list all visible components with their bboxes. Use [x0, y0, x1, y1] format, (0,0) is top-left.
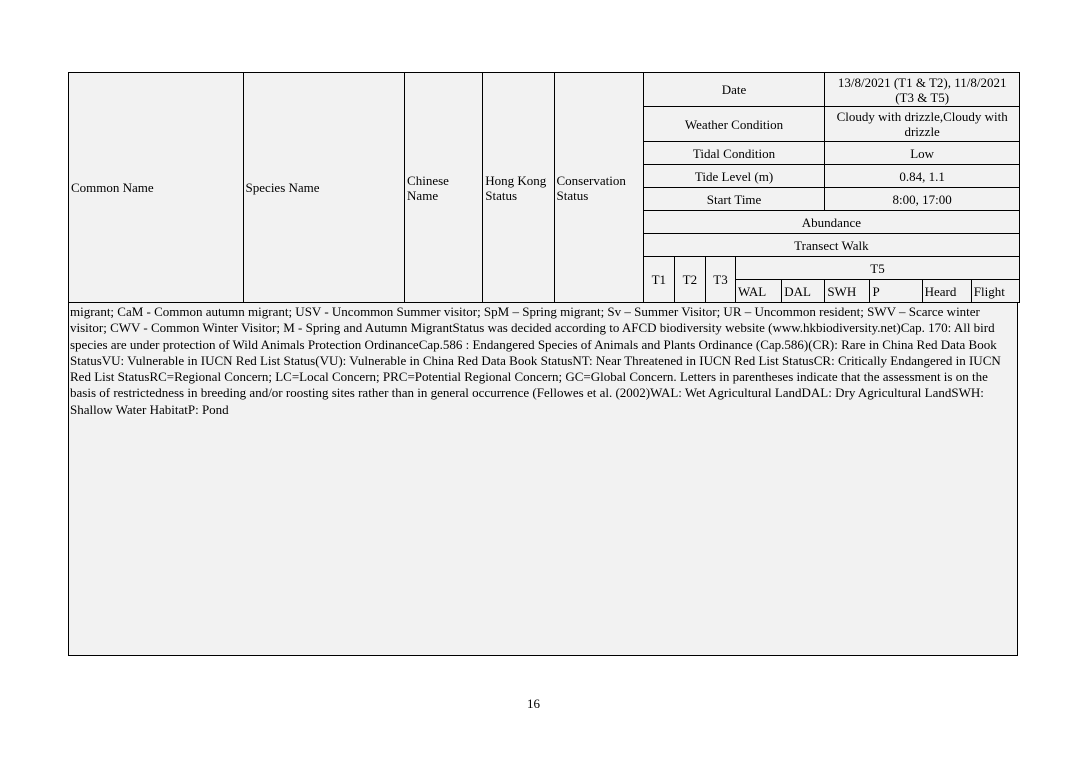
t5-flight: Flight [971, 280, 1019, 303]
t5-p: P [870, 280, 922, 303]
header-species-name: Species Name [243, 73, 405, 303]
transect-t3: T3 [705, 257, 735, 303]
header-conservation-status: Conservation Status [554, 73, 643, 303]
weather-value: Cloudy with drizzle,Cloudy with drizzle [825, 107, 1020, 142]
header-common-name: Common Name [69, 73, 244, 303]
transect-walk-label: Transect Walk [643, 234, 1019, 257]
t5-wal: WAL [736, 280, 782, 303]
transect-t5: T5 [736, 257, 1020, 280]
tide-level-value: 0.84, 1.1 [825, 165, 1020, 188]
t5-dal: DAL [782, 280, 825, 303]
species-table [68, 72, 1020, 303]
date-label: Date [643, 73, 825, 107]
transect-t1: T1 [643, 257, 674, 303]
header-chinese-name: Chinese Name [405, 73, 483, 303]
header-hk-status: Hong Kong Status [483, 73, 554, 303]
start-time-label: Start Time [643, 188, 825, 211]
transect-t2: T2 [674, 257, 705, 303]
abundance-label: Abundance [643, 211, 1019, 234]
date-value: 13/8/2021 (T1 & T2), 11/8/2021 (T3 & T5) [825, 73, 1020, 107]
start-time-value: 8:00, 17:00 [825, 188, 1020, 211]
t5-swh: SWH [825, 280, 870, 303]
tide-level-label: Tide Level (m) [643, 165, 825, 188]
tidal-label: Tidal Condition [643, 142, 825, 165]
t5-heard: Heard [922, 280, 971, 303]
table-notes: migrant; CaM - Common autumn migrant; USV - Uncommon Summer visitor; SpM – Spring migrant; Sv – Summer Visitor; UR – Uncommon resident; SWV – Scarce winter visitor; CWV - Common Winter Visitor; M - Spring and Autumn MigrantStatus was decided according to AFCD biodiversity website (www.hkbiodiversity.net)Cap. 170: All bird species are under protection of Wild Animals Protection OrdinanceCap.586 : Endangered Species of Animals and Plants Ordinance (Cap.586)(CR): Rare in China Red Data Book StatusVU: Vulnerable in IUCN Red List Status(VU): Vulnerable in China Red Data Book StatusNT: Near Threatened in IUCN Red List StatusCR: Critically Endangered in IUCN Red List StatusRC=Regional Concern; LC=Local Concern; PRC=Potential Regional Concern; GC=Global Concern. Letters in parentheses indicate that the assessment is on the basis of restrictedness in breeding and/or roosting sites rather than in general occurrence (Fellowes et al. (2002)WAL: Wet Agricultural LandDAL: Dry Agricultural LandSWH: Shallow Water HabitatP: Pond [70, 304, 1001, 417]
page-number: 16 [527, 696, 540, 711]
weather-label: Weather Condition [643, 107, 825, 142]
tidal-value: Low [825, 142, 1020, 165]
